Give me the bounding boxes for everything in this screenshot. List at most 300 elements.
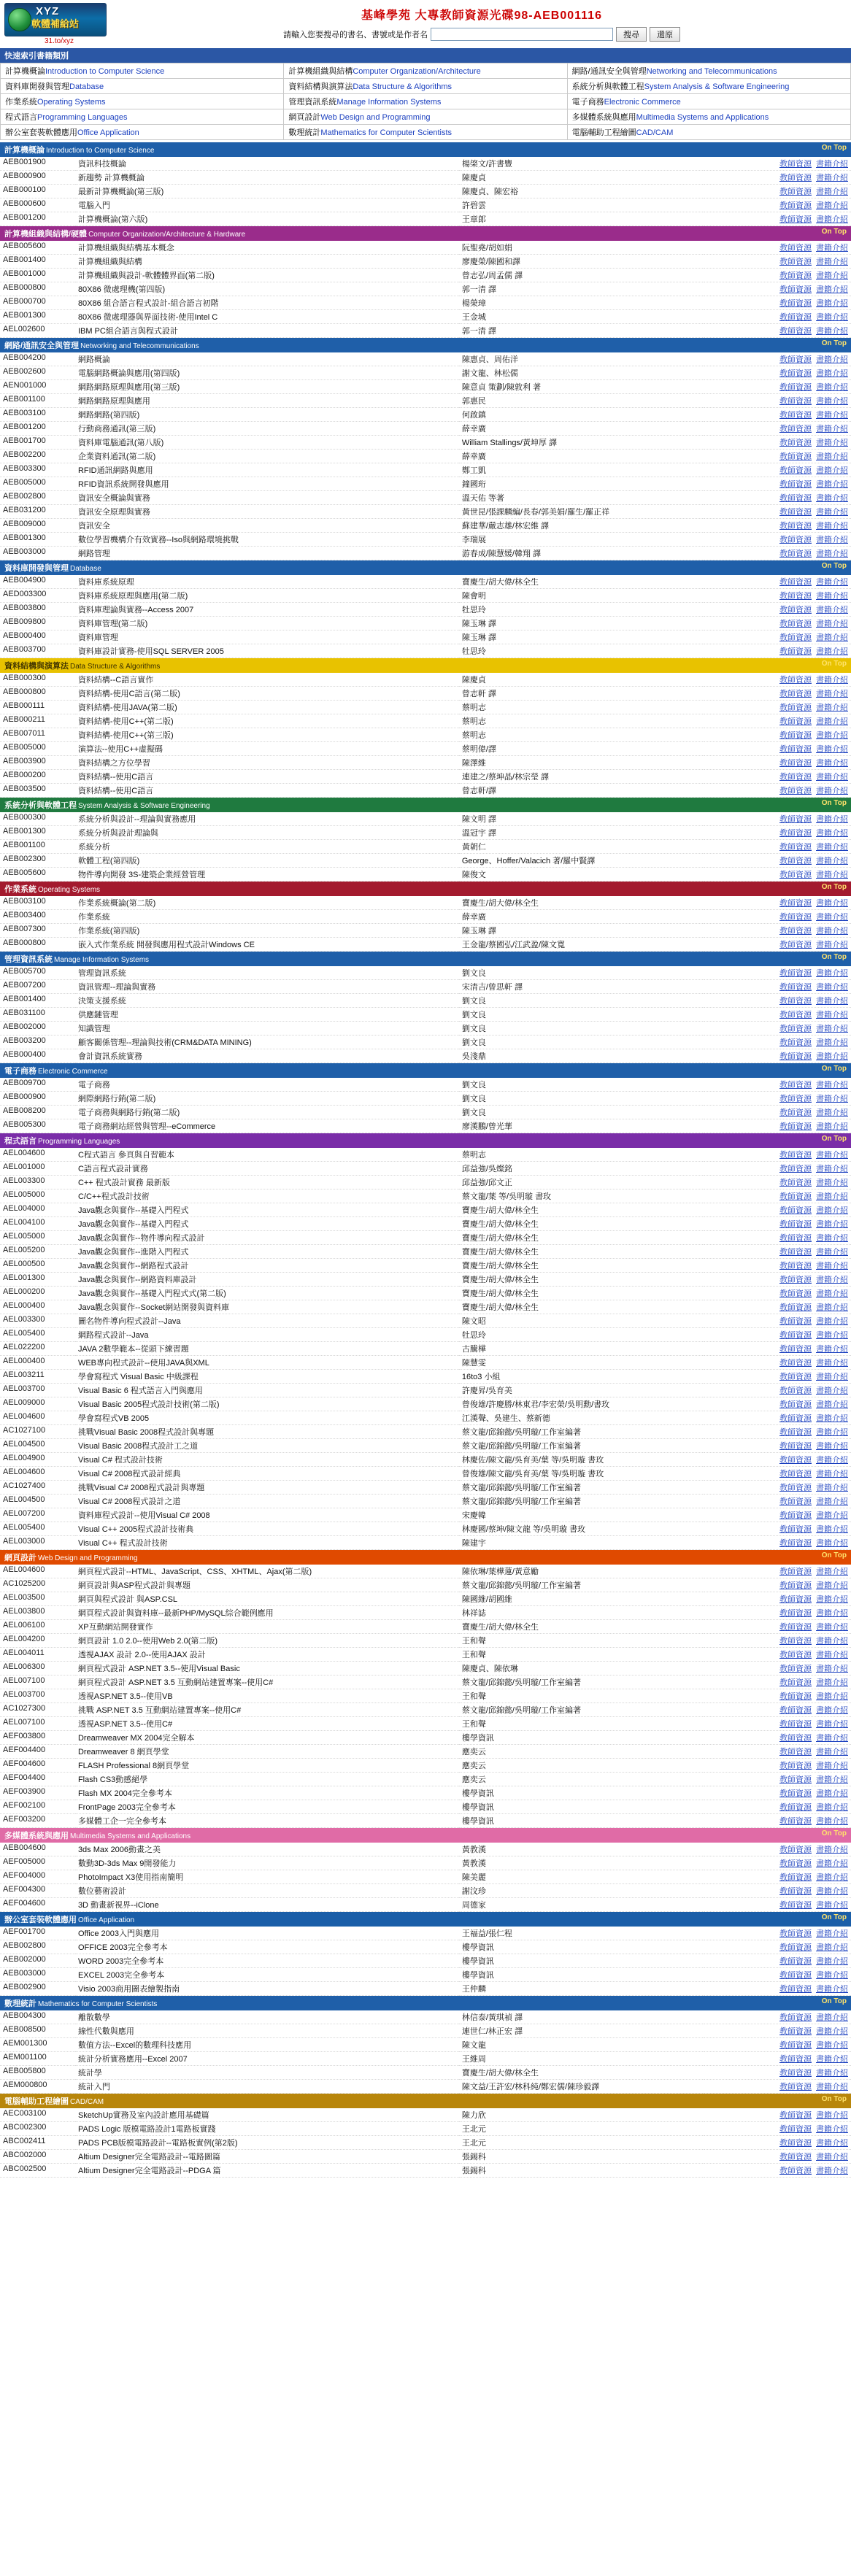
- teacher-resource-link[interactable]: 教師資源: [779, 927, 812, 936]
- teacher-resource-link[interactable]: 教師資源: [779, 1470, 812, 1478]
- teacher-resource-link[interactable]: 教師資源: [779, 160, 812, 169]
- on-top-link[interactable]: On Top: [821, 228, 847, 236]
- book-author: 樓學資訊: [461, 1734, 494, 1743]
- book-intro-link[interactable]: 書籍介紹: [816, 997, 848, 1006]
- teacher-resource-link[interactable]: 教師資源: [779, 1206, 812, 1215]
- quicknav-item[interactable]: [1, 109, 284, 125]
- book-intro-link[interactable]: 書籍介紹: [816, 1484, 848, 1492]
- teacher-resource-link[interactable]: 教師資源: [779, 1484, 812, 1492]
- search-button[interactable]: 搜尋: [616, 27, 647, 42]
- book-intro-link[interactable]: 書籍介紹: [816, 369, 848, 378]
- book-intro-link[interactable]: 書籍介紹: [816, 1011, 848, 1019]
- teacher-resource-link[interactable]: 教師資源: [779, 997, 812, 1006]
- book-intro-link[interactable]: 書籍介紹: [816, 1734, 848, 1743]
- teacher-resource-link[interactable]: 教師資源: [779, 1609, 812, 1618]
- teacher-resource-link[interactable]: 教師資源: [779, 411, 812, 420]
- teacher-resource-link[interactable]: 教師資源: [779, 1692, 812, 1701]
- teacher-resource-link[interactable]: 教師資源: [779, 355, 812, 364]
- book-intro-link[interactable]: 書籍介紹: [816, 2111, 848, 2120]
- book-intro-link[interactable]: 書籍介紹: [816, 2125, 848, 2134]
- book-intro-link[interactable]: 書籍介紹: [816, 1428, 848, 1437]
- teacher-resource-link[interactable]: 教師資源: [779, 1748, 812, 1756]
- teacher-resource-link[interactable]: 教師資源: [779, 647, 812, 656]
- book-intro-link[interactable]: 書籍介紹: [816, 2013, 848, 2022]
- teacher-resource-link[interactable]: 教師資源: [779, 2139, 812, 2148]
- teacher-resource-link[interactable]: 教師資源: [779, 1025, 812, 1033]
- teacher-resource-link[interactable]: 教師資源: [779, 717, 812, 726]
- teacher-resource-link[interactable]: 教師資源: [779, 1623, 812, 1632]
- quicknav-item[interactable]: [284, 94, 567, 109]
- teacher-resource-link[interactable]: 教師資源: [779, 1887, 812, 1896]
- book-intro-link[interactable]: 書籍介紹: [816, 2055, 848, 2064]
- on-top-link[interactable]: On Top: [821, 1829, 847, 1837]
- teacher-resource-link[interactable]: 教師資源: [779, 1789, 812, 1798]
- teacher-resource-link[interactable]: 教師資源: [779, 1428, 812, 1437]
- teacher-resource-link[interactable]: 教師資源: [779, 1539, 812, 1548]
- book-intro-link[interactable]: 書籍介紹: [816, 1706, 848, 1715]
- book-intro-link[interactable]: 書籍介紹: [816, 2139, 848, 2148]
- book-intro-link[interactable]: 書籍介紹: [816, 1456, 848, 1465]
- quicknav-item[interactable]: [284, 63, 567, 79]
- book-intro-link[interactable]: 書籍介紹: [816, 1789, 848, 1798]
- teacher-resource-link[interactable]: 教師資源: [779, 1817, 812, 1826]
- book-intro-link[interactable]: 書籍介紹: [816, 425, 848, 433]
- teacher-resource-link[interactable]: 教師資源: [779, 2055, 812, 2064]
- book-intro-link[interactable]: 書籍介紹: [816, 1262, 848, 1270]
- on-top-link[interactable]: On Top: [821, 339, 847, 347]
- on-top-link[interactable]: On Top: [821, 883, 847, 891]
- teacher-resource-link[interactable]: 教師資源: [779, 188, 812, 196]
- teacher-resource-link[interactable]: 教師資源: [779, 1901, 812, 1910]
- book-intro-link[interactable]: 書籍介紹: [816, 1248, 848, 1257]
- teacher-resource-link[interactable]: 教師資源: [779, 1637, 812, 1646]
- teacher-resource-link[interactable]: 教師資源: [779, 1373, 812, 1381]
- book-intro-link[interactable]: 書籍介紹: [816, 299, 848, 308]
- book-intro-link[interactable]: 書籍介紹: [816, 1220, 848, 1229]
- book-intro-link[interactable]: 書籍介紹: [816, 1539, 848, 1548]
- book-intro-link[interactable]: 書籍介紹: [816, 1581, 848, 1590]
- teacher-resource-link[interactable]: 教師資源: [779, 1122, 812, 1131]
- teacher-resource-link[interactable]: 教師資源: [779, 2083, 812, 2091]
- book-intro-link[interactable]: 書籍介紹: [816, 1081, 848, 1090]
- teacher-resource-link[interactable]: 教師資源: [779, 1038, 812, 1047]
- book-intro-link[interactable]: 書籍介紹: [816, 745, 848, 754]
- teacher-resource-link[interactable]: 教師資源: [779, 1345, 812, 1354]
- teacher-resource-link[interactable]: 教師資源: [779, 2125, 812, 2134]
- teacher-resource-link[interactable]: 教師資源: [779, 2069, 812, 2078]
- teacher-resource-link[interactable]: 教師資源: [779, 1846, 812, 1854]
- teacher-resource-link[interactable]: 教師資源: [779, 1317, 812, 1326]
- book-intro-link[interactable]: 書籍介紹: [816, 1971, 848, 1980]
- book-intro-link[interactable]: 書籍介紹: [816, 1887, 848, 1896]
- quicknav-item[interactable]: [1, 79, 284, 94]
- on-top-link[interactable]: On Top: [821, 1065, 847, 1073]
- book-intro-link[interactable]: 書籍介紹: [816, 244, 848, 252]
- book-intro-link[interactable]: 書籍介紹: [816, 690, 848, 698]
- book-intro-link[interactable]: 書籍介紹: [816, 549, 848, 558]
- teacher-resource-link[interactable]: 教師資源: [779, 899, 812, 908]
- on-top-link[interactable]: On Top: [821, 1997, 847, 2005]
- book-intro-link[interactable]: 書籍介紹: [816, 1331, 848, 1340]
- teacher-resource-link[interactable]: 教師資源: [779, 1943, 812, 1952]
- book-intro-link[interactable]: 書籍介紹: [816, 633, 848, 642]
- teacher-resource-link[interactable]: 教師資源: [779, 1011, 812, 1019]
- teacher-resource-link[interactable]: 教師資源: [779, 2027, 812, 2036]
- teacher-resource-link[interactable]: 教師資源: [779, 759, 812, 768]
- book-title: 資料庫設計實務-使用SQL SERVER 2005: [77, 647, 224, 656]
- book-intro-link[interactable]: 書籍介紹: [816, 1025, 848, 1033]
- book-intro-link[interactable]: 書籍介紹: [816, 703, 848, 712]
- book-intro-link[interactable]: 書籍介紹: [816, 1748, 848, 1756]
- book-intro-link[interactable]: 書籍介紹: [816, 1234, 848, 1243]
- book-intro-link[interactable]: 書籍介紹: [816, 1720, 848, 1729]
- book-intro-link[interactable]: 書籍介紹: [816, 1373, 848, 1381]
- book-intro-link[interactable]: 書籍介紹: [816, 411, 848, 420]
- book-intro-link[interactable]: 書籍介紹: [816, 773, 848, 782]
- book-intro-link[interactable]: 書籍介紹: [816, 1803, 848, 1812]
- book-intro-link[interactable]: 書籍介紹: [816, 2167, 848, 2175]
- teacher-resource-link[interactable]: 教師資源: [779, 1303, 812, 1312]
- book-intro-link[interactable]: 書籍介紹: [816, 188, 848, 196]
- book-intro-link[interactable]: 書籍介紹: [816, 383, 848, 392]
- teacher-resource-link[interactable]: 教師資源: [779, 1276, 812, 1284]
- book-intro-link[interactable]: 書籍介紹: [816, 1525, 848, 1534]
- teacher-resource-link[interactable]: 教師資源: [779, 1220, 812, 1229]
- book-intro-link[interactable]: 書籍介紹: [816, 2069, 848, 2078]
- teacher-resource-link[interactable]: 教師資源: [779, 508, 812, 517]
- book-intro-link[interactable]: 書籍介紹: [816, 439, 848, 447]
- teacher-resource-link[interactable]: 教師資源: [779, 271, 812, 280]
- book-intro-link[interactable]: 書籍介紹: [816, 1345, 848, 1354]
- book-intro-link[interactable]: 書籍介紹: [816, 843, 848, 852]
- teacher-resource-link[interactable]: 教師資源: [779, 1957, 812, 1966]
- teacher-resource-link[interactable]: 教師資源: [779, 1511, 812, 1520]
- teacher-resource-link[interactable]: 教師資源: [779, 578, 812, 587]
- book-intro-link[interactable]: 書籍介紹: [816, 1678, 848, 1687]
- book-intro-link[interactable]: 書籍介紹: [816, 1595, 848, 1604]
- teacher-resource-link[interactable]: 教師資源: [779, 1762, 812, 1770]
- quicknav-item[interactable]: [1, 63, 284, 79]
- teacher-resource-link[interactable]: 教師資源: [779, 1081, 812, 1090]
- quicknav-item[interactable]: [568, 79, 851, 94]
- teacher-resource-link[interactable]: 教師資源: [779, 606, 812, 614]
- book-intro-link[interactable]: 書籍介紹: [816, 815, 848, 824]
- teacher-resource-link[interactable]: 教師資源: [779, 258, 812, 266]
- book-intro-link[interactable]: 書籍介紹: [816, 1470, 848, 1478]
- teacher-resource-link[interactable]: 教師資源: [779, 1803, 812, 1812]
- teacher-resource-link[interactable]: 教師資源: [779, 1971, 812, 1980]
- teacher-resource-link[interactable]: 教師資源: [779, 1497, 812, 1506]
- book-intro-link[interactable]: 書籍介紹: [816, 1873, 848, 1882]
- teacher-resource-link[interactable]: 教師資源: [779, 1525, 812, 1534]
- book-intro-link[interactable]: 書籍介紹: [816, 271, 848, 280]
- book-intro-link[interactable]: 書籍介紹: [816, 494, 848, 503]
- teacher-resource-link[interactable]: 教師資源: [779, 536, 812, 544]
- book-intro-link[interactable]: 書籍介紹: [816, 857, 848, 865]
- book-intro-link[interactable]: 書籍介紹: [816, 313, 848, 322]
- teacher-resource-link[interactable]: 教師資源: [779, 676, 812, 685]
- teacher-resource-link[interactable]: 教師資源: [779, 829, 812, 838]
- book-intro-link[interactable]: 書籍介紹: [816, 1817, 848, 1826]
- book-intro-link[interactable]: 書籍介紹: [816, 522, 848, 531]
- teacher-resource-link[interactable]: 教師資源: [779, 1985, 812, 1994]
- search-input[interactable]: [431, 28, 613, 41]
- book-intro-link[interactable]: 書籍介紹: [816, 1179, 848, 1187]
- quicknav-item[interactable]: [568, 94, 851, 109]
- teacher-resource-link[interactable]: 教師資源: [779, 439, 812, 447]
- teacher-resource-link[interactable]: 教師資源: [779, 1331, 812, 1340]
- book-intro-link[interactable]: 書籍介紹: [816, 829, 848, 838]
- teacher-resource-link[interactable]: 教師資源: [779, 244, 812, 252]
- book-intro-link[interactable]: 書籍介紹: [816, 1206, 848, 1215]
- book-intro-link[interactable]: 書籍介紹: [816, 647, 848, 656]
- teacher-resource-link[interactable]: 教師資源: [779, 633, 812, 642]
- book-intro-link[interactable]: 書籍介紹: [816, 606, 848, 614]
- teacher-resource-link[interactable]: 教師資源: [779, 549, 812, 558]
- book-intro-link[interactable]: 書籍介紹: [816, 1901, 848, 1910]
- teacher-resource-link[interactable]: 教師資源: [779, 1052, 812, 1061]
- teacher-resource-link[interactable]: 教師資源: [779, 425, 812, 433]
- teacher-resource-link[interactable]: 教師資源: [779, 1165, 812, 1173]
- book-intro-link[interactable]: 書籍介紹: [816, 969, 848, 978]
- book-intro-link[interactable]: 書籍介紹: [816, 1511, 848, 1520]
- teacher-resource-link[interactable]: 教師資源: [779, 2167, 812, 2175]
- on-top-link[interactable]: On Top: [821, 1551, 847, 1559]
- teacher-resource-link[interactable]: 教師資源: [779, 369, 812, 378]
- book-intro-link[interactable]: 書籍介紹: [816, 1165, 848, 1173]
- site-logo[interactable]: [4, 3, 114, 45]
- on-top-link[interactable]: On Top: [821, 953, 847, 961]
- book-intro-link[interactable]: 書籍介紹: [816, 983, 848, 992]
- teacher-resource-link[interactable]: 教師資源: [779, 383, 812, 392]
- teacher-resource-link[interactable]: 教師資源: [779, 1151, 812, 1160]
- quicknav-item[interactable]: [284, 109, 567, 125]
- quicknav-item[interactable]: [284, 125, 567, 140]
- teacher-resource-link[interactable]: 教師資源: [779, 2111, 812, 2120]
- book-intro-link[interactable]: 書籍介紹: [816, 174, 848, 182]
- book-intro-link[interactable]: 書籍介紹: [816, 1985, 848, 1994]
- book-intro-link[interactable]: 書籍介紹: [816, 1665, 848, 1673]
- teacher-resource-link[interactable]: 教師資源: [779, 313, 812, 322]
- book-intro-link[interactable]: 書籍介紹: [816, 1038, 848, 1047]
- teacher-resource-link[interactable]: 教師資源: [779, 1179, 812, 1187]
- book-intro-link[interactable]: 書籍介紹: [816, 578, 848, 587]
- teacher-resource-link[interactable]: 教師資源: [779, 1775, 812, 1784]
- quicknav-item[interactable]: [568, 125, 851, 140]
- teacher-resource-link[interactable]: 教師資源: [779, 2153, 812, 2162]
- teacher-resource-link[interactable]: 教師資源: [779, 731, 812, 740]
- book-intro-link[interactable]: 書籍介紹: [816, 759, 848, 768]
- book-intro-link[interactable]: 書籍介紹: [816, 717, 848, 726]
- teacher-resource-link[interactable]: 教師資源: [779, 1414, 812, 1423]
- book-intro-link[interactable]: 書籍介紹: [816, 1637, 848, 1646]
- teacher-resource-link[interactable]: 教師資源: [779, 620, 812, 628]
- book-intro-link[interactable]: 書籍介紹: [816, 1289, 848, 1298]
- book-intro-link[interactable]: 書籍介紹: [816, 1762, 848, 1770]
- book-intro-link[interactable]: 書籍介紹: [816, 1151, 848, 1160]
- book-intro-link[interactable]: 書籍介紹: [816, 160, 848, 169]
- teacher-resource-link[interactable]: 教師資源: [779, 1734, 812, 1743]
- teacher-resource-link[interactable]: 教師資源: [779, 480, 812, 489]
- teacher-resource-link[interactable]: 教師資源: [779, 787, 812, 795]
- teacher-resource-link[interactable]: 教師資源: [779, 703, 812, 712]
- book-intro-link[interactable]: 書籍介紹: [816, 1387, 848, 1395]
- book-intro-link[interactable]: 書籍介紹: [816, 1846, 848, 1854]
- book-intro-link[interactable]: 書籍介紹: [816, 927, 848, 936]
- teacher-resource-link[interactable]: 教師資源: [779, 969, 812, 978]
- book-intro-link[interactable]: 書籍介紹: [816, 355, 848, 364]
- book-intro-link[interactable]: 書籍介紹: [816, 2041, 848, 2050]
- book-intro-link[interactable]: 書籍介紹: [816, 1442, 848, 1451]
- on-top-link[interactable]: On Top: [821, 1135, 847, 1143]
- teacher-resource-link[interactable]: 教師資源: [779, 1706, 812, 1715]
- book-intro-link[interactable]: 書籍介紹: [816, 676, 848, 685]
- book-intro-link[interactable]: 書籍介紹: [816, 1609, 848, 1618]
- book-intro-link[interactable]: 書籍介紹: [816, 941, 848, 949]
- book-intro-link[interactable]: 書籍介紹: [816, 2153, 848, 2162]
- book-intro-link[interactable]: 書籍介紹: [816, 1775, 848, 1784]
- quicknav-item[interactable]: [1, 125, 284, 140]
- book-intro-link[interactable]: 書籍介紹: [816, 1095, 848, 1103]
- on-top-link[interactable]: On Top: [821, 799, 847, 807]
- teacher-resource-link[interactable]: 教師資源: [779, 1289, 812, 1298]
- teacher-resource-link[interactable]: 教師資源: [779, 1651, 812, 1659]
- teacher-resource-link[interactable]: 教師資源: [779, 1400, 812, 1409]
- book-intro-link[interactable]: 書籍介紹: [816, 480, 848, 489]
- book-intro-link[interactable]: 書籍介紹: [816, 285, 848, 294]
- book-intro-link[interactable]: 書籍介紹: [816, 1567, 848, 1576]
- reset-button[interactable]: 還原: [650, 27, 680, 42]
- book-intro-link[interactable]: 書籍介紹: [816, 1276, 848, 1284]
- book-intro-link[interactable]: 書籍介紹: [816, 1052, 848, 1061]
- teacher-resource-link[interactable]: 教師資源: [779, 1678, 812, 1687]
- book-intro-link[interactable]: 書籍介紹: [816, 327, 848, 336]
- book-intro-link[interactable]: 書籍介紹: [816, 1957, 848, 1966]
- teacher-resource-link[interactable]: 教師資源: [779, 522, 812, 531]
- book-intro-link[interactable]: 書籍介紹: [816, 899, 848, 908]
- teacher-resource-link[interactable]: 教師資源: [779, 1873, 812, 1882]
- teacher-resource-link[interactable]: 教師資源: [779, 1595, 812, 1604]
- book-intro-link[interactable]: 書籍介紹: [816, 201, 848, 210]
- book-intro-link[interactable]: 書籍介紹: [816, 913, 848, 922]
- teacher-resource-link[interactable]: 教師資源: [779, 1442, 812, 1451]
- book-intro-link[interactable]: 書籍介紹: [816, 397, 848, 406]
- teacher-resource-link[interactable]: 教師資源: [779, 1192, 812, 1201]
- teacher-resource-link[interactable]: 教師資源: [779, 913, 812, 922]
- quicknav-item[interactable]: [568, 63, 851, 79]
- book-intro-link[interactable]: 書籍介紹: [816, 1317, 848, 1326]
- teacher-resource-link[interactable]: 教師資源: [779, 1248, 812, 1257]
- teacher-resource-link[interactable]: 教師資源: [779, 1581, 812, 1590]
- book-intro-link[interactable]: 書籍介紹: [816, 1400, 848, 1409]
- teacher-resource-link[interactable]: 教師資源: [779, 285, 812, 294]
- on-top-link[interactable]: On Top: [821, 2095, 847, 2103]
- teacher-resource-link[interactable]: 教師資源: [779, 1234, 812, 1243]
- teacher-resource-link[interactable]: 教師資源: [779, 397, 812, 406]
- book-intro-link[interactable]: 書籍介紹: [816, 258, 848, 266]
- book-intro-link[interactable]: 書籍介紹: [816, 1359, 848, 1368]
- teacher-resource-link[interactable]: 教師資源: [779, 1720, 812, 1729]
- book-intro-link[interactable]: 書籍介紹: [816, 1414, 848, 1423]
- teacher-resource-link[interactable]: 教師資源: [779, 2013, 812, 2022]
- teacher-resource-link[interactable]: 教師資源: [779, 815, 812, 824]
- quicknav-item[interactable]: [568, 109, 851, 125]
- book-intro-link[interactable]: 書籍介紹: [816, 1303, 848, 1312]
- book-intro-link[interactable]: 書籍介紹: [816, 1108, 848, 1117]
- book-intro-link[interactable]: 書籍介紹: [816, 508, 848, 517]
- quicknav-item[interactable]: [284, 79, 567, 94]
- teacher-resource-link[interactable]: 教師資源: [779, 466, 812, 475]
- section-header-row: [0, 338, 851, 353]
- book-intro-link[interactable]: 書籍介紹: [816, 215, 848, 224]
- teacher-resource-link[interactable]: 教師資源: [779, 201, 812, 210]
- book-intro-link[interactable]: 書籍介紹: [816, 2027, 848, 2036]
- teacher-resource-link[interactable]: 教師資源: [779, 857, 812, 865]
- teacher-resource-link[interactable]: 教師資源: [779, 1359, 812, 1368]
- teacher-resource-link[interactable]: 教師資源: [779, 690, 812, 698]
- book-intro-link[interactable]: 書籍介紹: [816, 452, 848, 461]
- book-intro-link[interactable]: 書籍介紹: [816, 1929, 848, 1938]
- teacher-resource-link[interactable]: 教師資源: [779, 215, 812, 224]
- book-intro-link[interactable]: 書籍介紹: [816, 466, 848, 475]
- teacher-resource-link[interactable]: 教師資源: [779, 1387, 812, 1395]
- on-top-link[interactable]: On Top: [821, 1913, 847, 1921]
- teacher-resource-link[interactable]: 教師資源: [779, 174, 812, 182]
- book-intro-link[interactable]: 書籍介紹: [816, 871, 848, 879]
- teacher-resource-link[interactable]: 教師資源: [779, 941, 812, 949]
- book-intro-link[interactable]: 書籍介紹: [816, 2083, 848, 2091]
- book-intro-link[interactable]: 書籍介紹: [816, 787, 848, 795]
- on-top-link[interactable]: On Top: [821, 144, 847, 152]
- teacher-resource-link[interactable]: 教師資源: [779, 843, 812, 852]
- book-intro-link[interactable]: 書籍介紹: [816, 1122, 848, 1131]
- book-intro-link[interactable]: 書籍介紹: [816, 536, 848, 544]
- book-intro-link[interactable]: 書籍介紹: [816, 1497, 848, 1506]
- book-intro-link[interactable]: 書籍介紹: [816, 620, 848, 628]
- book-intro-link[interactable]: 書籍介紹: [816, 1623, 848, 1632]
- book-intro-link[interactable]: 書籍介紹: [816, 1651, 848, 1659]
- quicknav-item[interactable]: [1, 94, 284, 109]
- book-intro-link[interactable]: 書籍介紹: [816, 1692, 848, 1701]
- teacher-resource-link[interactable]: 教師資源: [779, 1929, 812, 1938]
- teacher-resource-link[interactable]: 教師資源: [779, 1456, 812, 1465]
- teacher-resource-link[interactable]: 教師資源: [779, 773, 812, 782]
- teacher-resource-link[interactable]: 教師資源: [779, 1108, 812, 1117]
- teacher-resource-link[interactable]: 教師資源: [779, 1095, 812, 1103]
- teacher-resource-link[interactable]: 教師資源: [779, 871, 812, 879]
- teacher-resource-link[interactable]: 教師資源: [779, 452, 812, 461]
- teacher-resource-link[interactable]: 教師資源: [779, 494, 812, 503]
- on-top-link[interactable]: On Top: [821, 660, 847, 668]
- teacher-resource-link[interactable]: 教師資源: [779, 983, 812, 992]
- on-top-link[interactable]: On Top: [821, 562, 847, 570]
- teacher-resource-link[interactable]: 教師資源: [779, 299, 812, 308]
- teacher-resource-link[interactable]: 教師資源: [779, 592, 812, 601]
- teacher-resource-link[interactable]: 教師資源: [779, 327, 812, 336]
- teacher-resource-link[interactable]: 教師資源: [779, 1262, 812, 1270]
- teacher-resource-link[interactable]: 教師資源: [779, 1859, 812, 1868]
- teacher-resource-link[interactable]: 教師資源: [779, 1567, 812, 1576]
- teacher-resource-link[interactable]: 教師資源: [779, 1665, 812, 1673]
- book-intro-link[interactable]: 書籍介紹: [816, 1943, 848, 1952]
- teacher-resource-link[interactable]: 教師資源: [779, 2041, 812, 2050]
- book-intro-link[interactable]: 書籍介紹: [816, 1859, 848, 1868]
- book-intro-link[interactable]: 書籍介紹: [816, 1192, 848, 1201]
- book-author: 楊榮璋: [461, 299, 486, 308]
- book-intro-link[interactable]: 書籍介紹: [816, 592, 848, 601]
- book-intro-link[interactable]: 書籍介紹: [816, 731, 848, 740]
- teacher-resource-link[interactable]: 教師資源: [779, 745, 812, 754]
